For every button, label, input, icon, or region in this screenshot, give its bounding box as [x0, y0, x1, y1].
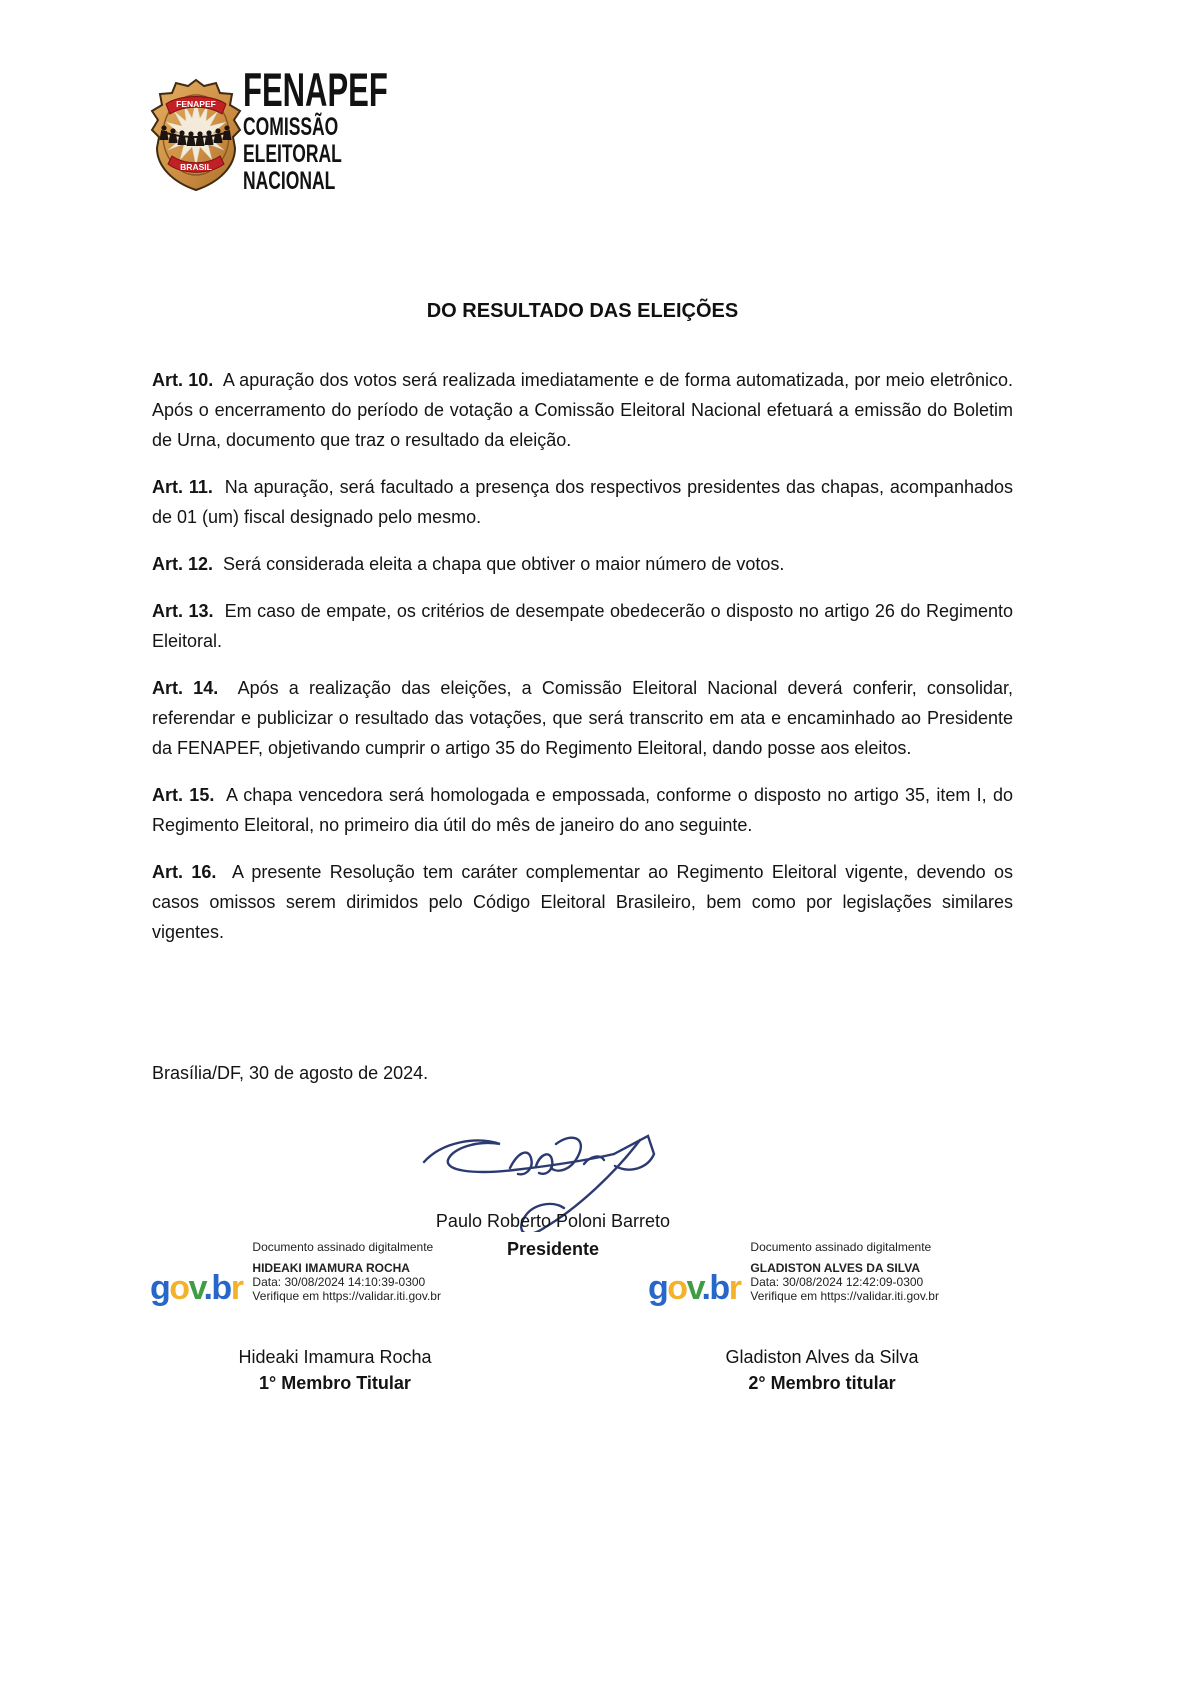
signatory-name: Gladiston Alves da Silva [725, 1347, 919, 1367]
badge-bottom-text: BRASIL [180, 162, 212, 172]
govbr-letter-b: b [211, 1269, 231, 1307]
article-16-label: Art. 16. [152, 862, 217, 882]
signatory-role: 1° Membro Titular [259, 1373, 411, 1393]
article-10-text: A apuração dos votos será realizada imediatamente e de forma automatizada, por meio eletrônico. Após o encerramento do período de votação a Comissão Eleitoral Nacional efetuará a emissão do Boletim de Urna, documento que traz o resultado da eleição. [152, 370, 1013, 450]
signatory-role: 2° Membro titular [748, 1373, 896, 1393]
digital-signature-stamp-right [648, 1240, 939, 1307]
article-14-label: Art. 14. [152, 678, 219, 698]
govbr-letter-r: r [230, 1269, 243, 1307]
govbr-letter-v: v [188, 1269, 204, 1307]
stamp-signer-name: HIDEAKI IMAMURA ROCHA [252, 1261, 410, 1275]
article-11 [152, 472, 1013, 532]
govbr-letter-r: r [728, 1269, 741, 1307]
article-12 [152, 549, 1013, 579]
brand-sub-label-1: COMISSÃO [243, 113, 339, 141]
govbr-letter-v: v [686, 1269, 702, 1307]
signatory-name: Hideaki Imamura Rocha [238, 1347, 432, 1367]
stamp-header: Documento assinado digitalmente [252, 1240, 434, 1254]
dateline: Brasília/DF, 30 de agosto de 2024. [152, 1063, 429, 1083]
president-name: Paulo Roberto Poloni Barreto [435, 1211, 671, 1231]
govbr-letter-b: b [709, 1269, 729, 1307]
article-12-text: Será considerada eleita a chapa que obtiver o maior número de votos. [223, 554, 785, 574]
header-brand [243, 63, 462, 195]
govbr-logo [648, 1271, 740, 1305]
govbr-letter-o: o [667, 1269, 687, 1307]
article-13-label: Art. 13. [152, 601, 214, 621]
badge-top-text: FENAPEF [176, 99, 216, 109]
stamp-date: Data: 30/08/2024 14:10:39-0300 [252, 1275, 426, 1289]
brand-sub-label-3: NACIONAL [243, 167, 336, 195]
article-16-text: A presente Resolução tem caráter complementar ao Regimento Eleitoral vigente, devendo os casos omissos serem dirimidos pelo Código Eleitoral Brasileiro, bem como por legislações similares vigentes. [152, 862, 1013, 942]
article-10 [152, 365, 1013, 455]
brand-sub-label-2: ELEITORAL [243, 140, 342, 168]
president-role: Presidente [506, 1239, 600, 1259]
article-10-label: Art. 10. [152, 370, 214, 390]
article-13 [152, 596, 1013, 656]
article-14-text: Após a realização das eleições, a Comissão Eleitoral Nacional deverá conferir, consolidar, referendar e publicizar o resultado das votações, que será transcrito em ata e encaminhado ao Presidente da FENAPEF, objetivando cumprir o artigo 35 do Regimento Eleitoral, dando posse aos eleitos. [152, 678, 1013, 758]
article-11-label: Art. 11. [152, 477, 213, 497]
stamp-signer-name: GLADISTON ALVES DA SILVA [750, 1261, 920, 1275]
stamp-date: Data: 30/08/2024 12:42:09-0300 [750, 1275, 924, 1289]
article-15-label: Art. 15. [152, 785, 215, 805]
article-15 [152, 780, 1013, 840]
digital-signature-stamp-left [150, 1240, 441, 1307]
govbr-letter-g: g [150, 1269, 170, 1307]
article-11-text: Na apuração, será facultado a presença dos respectivos presidentes das chapas, acompanhados de 01 (um) fiscal designado pelo mesmo. [152, 477, 1013, 527]
document-body [152, 365, 1013, 964]
signatory-left [175, 1344, 495, 1396]
article-16 [152, 857, 1013, 947]
stamp-verify-url: Verifique em https://validar.iti.gov.br [750, 1289, 939, 1303]
article-15-text: A chapa vencedora será homologada e empossada, conforme o disposto no artigo 35, item I, do Regimento Eleitoral, no primeiro dia útil do mês de janeiro do ano seguinte. [152, 785, 1013, 835]
govbr-letter-o: o [169, 1269, 189, 1307]
article-14 [152, 673, 1013, 763]
stamp-verify-url: Verifique em https://validar.iti.gov.br [252, 1289, 441, 1303]
fenapef-badge-icon [150, 78, 242, 192]
brand-main-label: FENAPEF [243, 63, 388, 116]
govbr-letter-dot: . [203, 1269, 212, 1307]
govbr-letter-g: g [648, 1269, 668, 1307]
page-title: DO RESULTADO DAS ELEIÇÕES [426, 300, 739, 322]
article-12-label: Art. 12. [152, 554, 214, 574]
signatory-right [662, 1344, 982, 1396]
stamp-header: Documento assinado digitalmente [750, 1240, 932, 1254]
article-13-text: Em caso de empate, os critérios de desempate obedecerão o disposto no artigo 26 do Regimento Eleitoral. [152, 601, 1013, 651]
govbr-logo [150, 1271, 242, 1305]
govbr-letter-dot: . [701, 1269, 710, 1307]
